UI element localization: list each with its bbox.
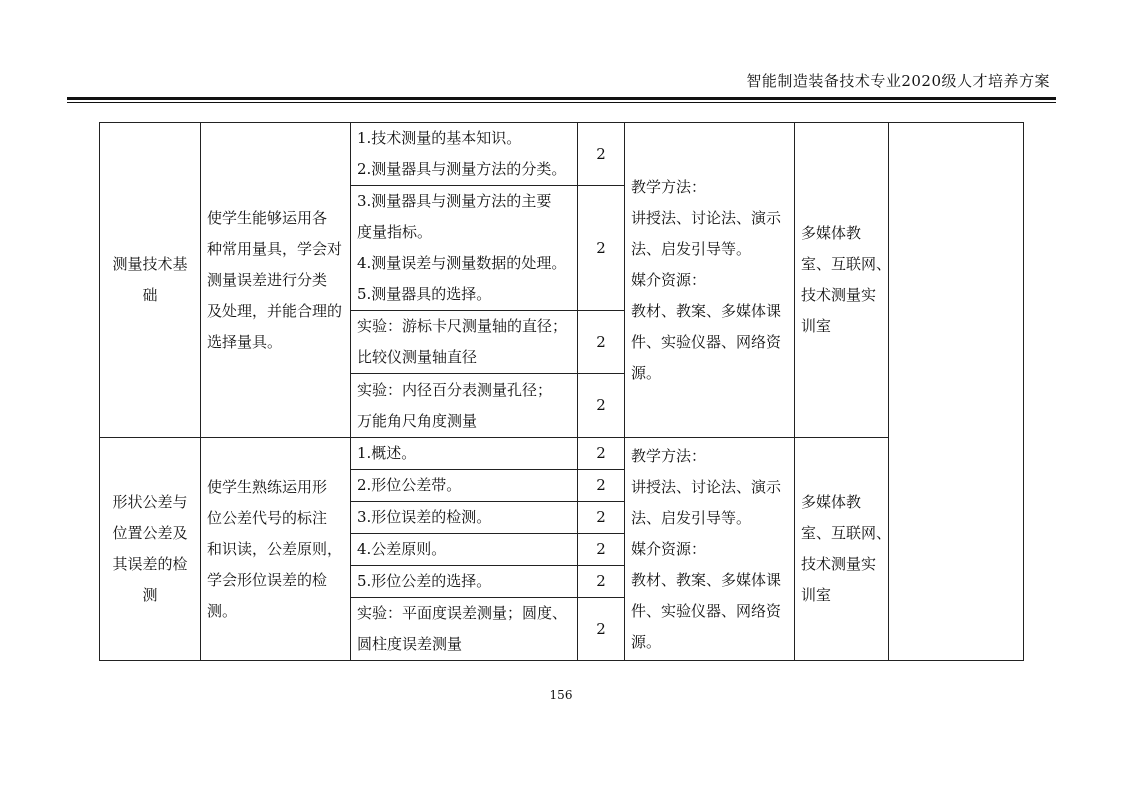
venue-line: 多媒体教 <box>801 224 862 242</box>
course-goal-cell <box>201 123 351 438</box>
venue-line: 技术测量实 <box>801 286 877 304</box>
header-rule-thin <box>67 102 1056 103</box>
topic-line: 度量指标。 <box>357 223 433 241</box>
topic-line: 圆柱度误差测量 <box>357 635 463 653</box>
topic-line: 实验：平面度误差测量；圆度、 <box>357 604 568 622</box>
course-name-line: 位置公差及 <box>112 524 188 542</box>
hours-cell: 2 <box>578 598 625 661</box>
topic-line: 2.形位公差带。 <box>357 476 462 494</box>
course-name-line: 形状公差与 <box>112 493 188 511</box>
topic-cell <box>351 123 578 186</box>
topic-line: 3.形位误差的检测。 <box>357 508 492 526</box>
topic-line: 5.测量器具的选择。 <box>357 285 492 303</box>
topic-cell <box>351 566 578 598</box>
goal-line: 及处理，并能合理的 <box>207 301 343 320</box>
topic-line: 5.形位公差的选择。 <box>357 572 492 590</box>
hours-cell: 2 <box>578 311 625 374</box>
topic-cell <box>351 438 578 470</box>
topic-line: 1.概述。 <box>357 444 417 462</box>
topic-cell <box>351 374 578 438</box>
hours-cell: 2 <box>578 438 625 470</box>
topic-cell <box>351 598 578 661</box>
goal-line: 测。 <box>207 601 238 620</box>
goal-line: 使学生能够运用各 <box>207 208 328 227</box>
hours-cell: 2 <box>578 186 625 311</box>
course-name-cell <box>100 123 201 438</box>
method-line: 件、实验仪器、网络资 <box>631 601 782 620</box>
document-header-title: 智能制造装备技术专业2020级人才培养方案 <box>746 72 1050 90</box>
course-goal-cell <box>201 438 351 661</box>
method-line: 媒介资源： <box>631 539 707 558</box>
hours-cell: 2 <box>578 123 625 186</box>
method-line: 讲授法、讨论法、演示 <box>631 477 782 496</box>
goal-line: 种常用量具，学会对 <box>207 239 343 258</box>
topic-cell <box>351 534 578 566</box>
goal-line: 位公差代号的标注 <box>207 508 328 527</box>
topic-line: 2.测量器具与测量方法的分类。 <box>357 160 567 178</box>
method-line: 教学方法： <box>631 446 707 465</box>
hours-cell: 2 <box>578 534 625 566</box>
empty-remarks-cell <box>889 123 1024 661</box>
method-line: 件、实验仪器、网络资 <box>631 332 782 351</box>
table-row <box>100 123 1024 186</box>
hours-cell: 2 <box>578 470 625 502</box>
course-name-cell <box>100 438 201 661</box>
curriculum-table <box>99 122 1024 661</box>
method-line: 教材、教案、多媒体课 <box>631 301 782 320</box>
venue-cell <box>795 438 892 661</box>
method-line: 讲授法、讨论法、演示 <box>631 208 782 227</box>
goal-line: 学会形位误差的检 <box>207 570 328 589</box>
topic-line: 实验：游标卡尺测量轴的直径； <box>357 317 568 335</box>
venue-line: 室、互联网、 <box>801 524 892 542</box>
venue-line: 训室 <box>801 586 832 604</box>
goal-line: 和识读，公差原则， <box>207 539 343 558</box>
course-name-line: 其误差的检 <box>112 555 188 573</box>
teaching-method-cell <box>625 438 795 661</box>
goal-line: 选择量具。 <box>207 332 283 351</box>
topic-line: 万能角尺角度测量 <box>357 411 478 430</box>
method-line: 法、启发引导等。 <box>631 239 752 258</box>
venue-cell <box>795 123 892 438</box>
table-row <box>100 438 1024 470</box>
goal-line: 测量误差进行分类 <box>207 270 328 289</box>
course-name-line: 测量技术基 <box>112 255 188 273</box>
method-line: 法、启发引导等。 <box>631 508 752 527</box>
topic-line: 实验：内径百分表测量孔径； <box>357 380 553 399</box>
teaching-method-cell <box>625 123 795 438</box>
venue-line: 室、互联网、 <box>801 255 892 273</box>
topic-line: 4.公差原则。 <box>357 540 447 558</box>
topic-cell <box>351 186 578 311</box>
hours-cell: 2 <box>578 566 625 598</box>
topic-line: 比较仪测量轴直径 <box>357 348 478 366</box>
goal-line: 使学生熟练运用形 <box>207 477 328 496</box>
topic-line: 3.测量器具与测量方法的主要 <box>357 192 552 210</box>
method-line: 教材、教案、多媒体课 <box>631 570 782 589</box>
hours-cell: 2 <box>578 502 625 534</box>
method-line: 教学方法： <box>631 177 707 196</box>
hours-cell: 2 <box>578 374 625 438</box>
method-line: 源。 <box>631 363 662 382</box>
page-number: 156 <box>549 688 573 702</box>
venue-line: 多媒体教 <box>801 493 862 511</box>
method-line: 源。 <box>631 632 662 651</box>
method-line: 媒介资源： <box>631 270 707 289</box>
topic-line: 1.技术测量的基本知识。 <box>357 129 522 147</box>
venue-line: 训室 <box>801 317 832 335</box>
course-name-line: 础 <box>142 286 158 304</box>
topic-cell <box>351 470 578 502</box>
header-rule-thick <box>67 97 1056 100</box>
topic-cell <box>351 502 578 534</box>
topic-line: 4.测量误差与测量数据的处理。 <box>357 254 567 272</box>
topic-cell <box>351 311 578 374</box>
venue-line: 技术测量实 <box>801 555 877 573</box>
course-name-line: 测 <box>142 586 158 604</box>
